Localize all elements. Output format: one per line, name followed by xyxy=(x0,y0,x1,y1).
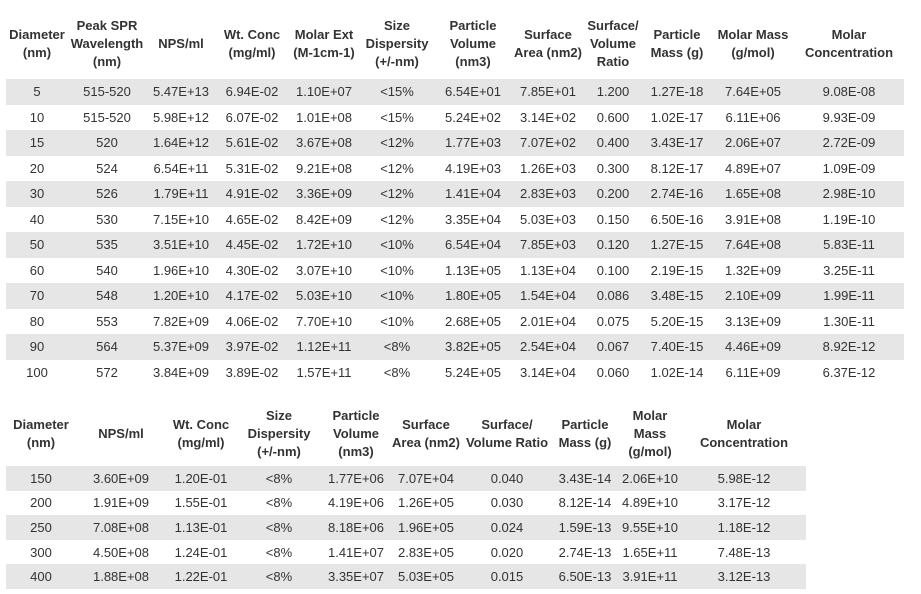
column-header xyxy=(390,401,462,466)
column-header-line: Molar Ext xyxy=(294,27,354,42)
table-cell: 1.02E-17 xyxy=(650,109,704,125)
table-cell: 1.10E+07 xyxy=(288,79,360,105)
table-cell: 3.25E-11 xyxy=(823,262,875,278)
column-header-line: Molar xyxy=(632,407,668,423)
table-row xyxy=(6,564,806,589)
table-cell: 1.18E-12 xyxy=(682,515,806,540)
column-header-line: (nm3) xyxy=(455,54,491,69)
table-cell: 526 xyxy=(68,181,146,207)
table-cell: <10% xyxy=(380,262,414,278)
table-cell: 530 xyxy=(96,211,118,227)
column-header-line: (mg/ml) xyxy=(177,434,225,450)
table-cell: 3.91E+08 xyxy=(724,211,782,227)
table-cell: 5.20E-15 xyxy=(650,313,704,329)
column-header-line: Volume xyxy=(333,425,379,441)
table-cell: 0.300 xyxy=(596,160,630,176)
column-header-line: Wt. Conc xyxy=(223,27,281,42)
column-header-line: Peak SPR xyxy=(76,18,138,33)
table-cell: 1.200 xyxy=(584,79,642,105)
table-cell: 0.400 xyxy=(584,130,642,156)
table-cell: 1.24E-01 xyxy=(174,544,228,560)
table-cell: 0.060 xyxy=(596,364,630,380)
table-cell: 1.77E+03 xyxy=(434,130,512,156)
table-cell: 1.55E-01 xyxy=(174,495,228,511)
table-cell: 1.72E+10 xyxy=(288,232,360,258)
table-row xyxy=(6,466,806,491)
table-cell: 9.21E+08 xyxy=(295,160,353,176)
table-cell: 4.89E+07 xyxy=(724,160,782,176)
table-cell: 3.48E-15 xyxy=(642,283,712,309)
table-cell: 515-520 xyxy=(83,109,131,125)
table-cell: <8% xyxy=(236,564,322,589)
table-cell: 7.70E+10 xyxy=(295,313,353,329)
table-cell: 0.020 xyxy=(490,544,524,560)
table-cell: 4.30E-02 xyxy=(225,262,279,278)
table-cell: <8% xyxy=(236,515,322,540)
table-cell: 250 xyxy=(6,515,76,540)
table-cell: 7.64E+08 xyxy=(712,232,794,258)
table-cell: 2.83E+03 xyxy=(512,181,584,207)
column-header-line: (g/mol) xyxy=(731,45,775,60)
table-cell: 7.48E-13 xyxy=(717,544,771,560)
table-cell: 30 xyxy=(6,181,68,207)
table-cell: 1.54E+04 xyxy=(512,283,584,309)
table-cell: 2.54E+04 xyxy=(512,334,584,360)
column-header-line: NPS/ml xyxy=(158,36,204,51)
column-header-line: Particle xyxy=(653,27,701,42)
column-header-line: Volume xyxy=(450,36,496,51)
table-cell: 3.84E+09 xyxy=(152,364,210,380)
table-cell: 1.41E+07 xyxy=(327,544,385,560)
table-cell: 2.72E-09 xyxy=(794,130,904,156)
table-cell: 6.54E+04 xyxy=(434,232,512,258)
table-row xyxy=(6,181,904,207)
table-cell: 6.11E+06 xyxy=(725,109,781,125)
table-cell: 5.47E+13 xyxy=(146,79,216,105)
table-cell: 6.54E+01 xyxy=(434,79,512,105)
table-cell: 7.08E+08 xyxy=(76,515,166,540)
column-header xyxy=(434,9,512,79)
table-cell: 3.60E+09 xyxy=(76,466,166,491)
table-cell: 1.96E+10 xyxy=(152,262,210,278)
table-cell: 1.32E+09 xyxy=(724,262,782,278)
column-header-line: (nm) xyxy=(26,434,56,450)
column-header-line: Particle xyxy=(449,18,497,33)
column-header xyxy=(166,401,236,466)
column-header-line: (M-1cm-1) xyxy=(293,45,355,60)
column-header-line: (mg/ml) xyxy=(228,45,276,60)
table-cell: 7.40E-15 xyxy=(642,334,712,360)
table-cell: 572 xyxy=(96,364,118,380)
column-header-line: Diameter xyxy=(13,416,69,432)
column-header-line: Area (nm2) xyxy=(392,434,460,450)
table-row xyxy=(6,309,904,335)
header-row xyxy=(6,401,806,466)
table-cell: <15% xyxy=(360,79,434,105)
table-cell: 1.88E+08 xyxy=(76,564,166,589)
column-header-line: Molar xyxy=(831,27,867,42)
table-cell: 3.51E+10 xyxy=(146,232,216,258)
column-header-line: Volume Ratio xyxy=(465,434,549,450)
table-cell: 2.10E+09 xyxy=(712,283,794,309)
table-cell: 6.37E-12 xyxy=(822,364,876,380)
table-cell: 7.85E+01 xyxy=(512,79,584,105)
table-cell: 8.12E-17 xyxy=(650,160,704,176)
table-cell: 3.67E+08 xyxy=(288,130,360,156)
table-cell: 553 xyxy=(96,313,118,329)
table-cell: 1.65E+08 xyxy=(712,181,794,207)
table-cell: 1.09E-09 xyxy=(822,160,876,176)
nanoparticle-properties-table-large xyxy=(6,401,806,589)
table-cell: 1.80E+05 xyxy=(434,283,512,309)
table-cell: 564 xyxy=(68,334,146,360)
column-header-line: Mass (g) xyxy=(650,45,704,60)
table-row xyxy=(6,156,904,182)
table-cell: 60 xyxy=(29,262,45,278)
column-header xyxy=(462,401,552,466)
column-header-line: Dispersity xyxy=(247,425,311,441)
column-header xyxy=(512,9,584,79)
table-cell: 4.89E+10 xyxy=(621,495,679,511)
table-cell: <8% xyxy=(383,364,411,380)
table-cell: 1.13E-01 xyxy=(166,515,236,540)
column-header-line: Molar Mass xyxy=(717,27,789,42)
table-cell: 150 xyxy=(6,466,76,491)
table-cell: 0.600 xyxy=(596,109,630,125)
table-cell: 1.27E-18 xyxy=(642,79,712,105)
table-cell: 520 xyxy=(68,130,146,156)
table-row xyxy=(6,232,904,258)
table-row xyxy=(6,491,806,516)
table-row xyxy=(6,130,904,156)
table-cell: 5.98E+12 xyxy=(152,109,210,125)
table-cell: <8% xyxy=(236,466,322,491)
table-cell: 1.41E+04 xyxy=(434,181,512,207)
table-cell: 2.98E-10 xyxy=(794,181,904,207)
table-cell: 1.26E+05 xyxy=(397,495,455,511)
column-header-line: Size xyxy=(383,18,410,33)
column-header xyxy=(236,401,322,466)
table-cell: 2.74E-16 xyxy=(642,181,712,207)
column-header xyxy=(618,401,682,466)
table-row xyxy=(6,360,904,386)
table-cell: 1.59E-13 xyxy=(552,515,618,540)
table-cell: 2.06E+07 xyxy=(712,130,794,156)
column-header xyxy=(584,9,642,79)
table-cell: 6.50E-13 xyxy=(552,564,618,589)
table-cell: 1.12E+11 xyxy=(288,334,360,360)
table-cell: 1.20E+10 xyxy=(146,283,216,309)
table-cell: 2.19E-15 xyxy=(650,262,704,278)
column-header-line: Dispersity xyxy=(365,36,429,51)
column-header-line: NPS/ml xyxy=(98,425,144,441)
table-cell: 1.79E+11 xyxy=(146,181,216,207)
table-cell: 1.77E+06 xyxy=(322,466,390,491)
table-cell: 1.30E-11 xyxy=(823,313,875,329)
table-cell: 5 xyxy=(6,79,68,105)
table-cell: 5.98E-12 xyxy=(682,466,806,491)
table-cell: 9.08E-08 xyxy=(794,79,904,105)
column-header xyxy=(6,401,76,466)
table-cell: <8% xyxy=(360,334,434,360)
column-header-line: Surface xyxy=(402,416,450,432)
column-header xyxy=(76,401,166,466)
table-cell: 515-520 xyxy=(68,79,146,105)
table-cell: 3.13E+09 xyxy=(724,313,782,329)
column-header xyxy=(712,9,794,79)
table-cell: 300 xyxy=(30,544,52,560)
table-cell: 6.94E-02 xyxy=(216,79,288,105)
table-cell: 5.24E+05 xyxy=(444,364,502,380)
table-cell: 0.067 xyxy=(584,334,642,360)
table-row xyxy=(6,258,904,284)
table-cell: 0.040 xyxy=(462,466,552,491)
table-cell: 3.89E-02 xyxy=(225,364,279,380)
table-cell: 524 xyxy=(96,160,118,176)
table-cell: 3.14E+04 xyxy=(519,364,577,380)
column-header-line: Surface xyxy=(524,27,572,42)
table-cell: 4.45E-02 xyxy=(216,232,288,258)
column-header-line: (nm) xyxy=(92,54,122,69)
column-header xyxy=(794,9,904,79)
table-cell: 5.31E-02 xyxy=(225,160,279,176)
table-cell: 200 xyxy=(30,495,52,511)
column-header xyxy=(360,9,434,79)
table-cell: <10% xyxy=(360,283,434,309)
table-cell: 5.03E+03 xyxy=(519,211,577,227)
table-cell: 9.93E-09 xyxy=(822,109,876,125)
column-header-line: Particle xyxy=(561,416,609,432)
table-row xyxy=(6,334,904,360)
table-cell: <12% xyxy=(360,181,434,207)
table-cell: 6.11E+09 xyxy=(725,364,781,380)
table-cell: 3.35E+07 xyxy=(322,564,390,589)
table-cell: 400 xyxy=(6,564,76,589)
table-cell: 5.03E+05 xyxy=(390,564,462,589)
table-cell: 8.42E+09 xyxy=(295,211,353,227)
table-cell: 1.26E+03 xyxy=(519,160,577,176)
table-cell: 3.12E-13 xyxy=(682,564,806,589)
table-cell: 3.97E-02 xyxy=(216,334,288,360)
table-cell: 7.07E+02 xyxy=(512,130,584,156)
table-cell: 7.07E+04 xyxy=(390,466,462,491)
column-header-line: Concentration xyxy=(804,45,894,60)
table-cell: 0.015 xyxy=(462,564,552,589)
table-cell: 3.35E+04 xyxy=(444,211,502,227)
table-cell: 0.075 xyxy=(596,313,630,329)
table-cell: 3.91E+11 xyxy=(618,564,682,589)
table-cell: 1.22E-01 xyxy=(166,564,236,589)
table-cell: <12% xyxy=(380,211,414,227)
table-cell: 50 xyxy=(6,232,68,258)
column-header xyxy=(216,9,288,79)
table-cell: 9.55E+10 xyxy=(618,515,682,540)
table-cell: 6.07E-02 xyxy=(225,109,279,125)
table-cell: 3.36E+09 xyxy=(288,181,360,207)
column-header-line: (+/-nm) xyxy=(375,54,419,69)
table-cell: 8.18E+06 xyxy=(322,515,390,540)
table-row xyxy=(6,79,904,105)
table-cell: 2.83E+05 xyxy=(397,544,455,560)
table-cell: 7.64E+05 xyxy=(712,79,794,105)
column-header-line: Volume xyxy=(590,36,636,51)
table-cell: 1.91E+09 xyxy=(92,495,150,511)
table-cell: 0.150 xyxy=(596,211,630,227)
table-cell: 4.19E+06 xyxy=(327,495,385,511)
header-row xyxy=(6,9,904,79)
column-header xyxy=(642,9,712,79)
table-cell: 6.54E+11 xyxy=(153,160,209,176)
table-cell: <12% xyxy=(360,130,434,156)
table-cell: 5.83E-11 xyxy=(794,232,904,258)
table-cell: <12% xyxy=(380,160,414,176)
column-header-line: (g/mol) xyxy=(628,443,672,459)
table-row xyxy=(6,515,806,540)
table-cell: 5.24E+02 xyxy=(444,109,502,125)
table-cell: 4.50E+08 xyxy=(92,544,150,560)
table-cell: 7.15E+10 xyxy=(152,211,210,227)
table-cell: 2.68E+05 xyxy=(444,313,502,329)
table-cell: 3.07E+10 xyxy=(295,262,353,278)
table-cell: 7.82E+09 xyxy=(152,313,210,329)
table-cell: 5.03E+10 xyxy=(288,283,360,309)
table-cell: 0.200 xyxy=(584,181,642,207)
table-cell: 1.01E+08 xyxy=(295,109,353,125)
table-cell: 2.06E+10 xyxy=(618,466,682,491)
table-cell: 1.57E+11 xyxy=(296,364,352,380)
table-cell: 4.91E-02 xyxy=(216,181,288,207)
table-row xyxy=(6,540,806,565)
table-cell: 0.086 xyxy=(584,283,642,309)
table-row xyxy=(6,283,904,309)
table-cell: 1.20E-01 xyxy=(166,466,236,491)
column-header-line: Concentration xyxy=(699,434,789,450)
column-header-line: (+/-nm) xyxy=(257,443,301,459)
table-cell: 3.43E-17 xyxy=(642,130,712,156)
table-cell: 540 xyxy=(96,262,118,278)
table-row xyxy=(6,207,904,233)
table-cell: 1.02E-14 xyxy=(650,364,704,380)
table-cell: 1.65E+11 xyxy=(622,544,678,560)
column-header-line: (nm) xyxy=(22,45,52,60)
table-cell: 1.19E-10 xyxy=(822,211,876,227)
column-header-line: Mass (g) xyxy=(558,434,612,450)
column-header xyxy=(146,9,216,79)
column-header-line: Particle xyxy=(332,407,380,423)
table-cell: 2.74E-13 xyxy=(558,544,612,560)
column-header-line: Size xyxy=(265,407,292,423)
table-cell: <10% xyxy=(360,232,434,258)
table-cell: 4.65E-02 xyxy=(225,211,279,227)
table-cell: 4.06E-02 xyxy=(225,313,279,329)
table-cell: 1.13E+04 xyxy=(519,262,577,278)
table-row xyxy=(6,105,904,131)
table-cell: 0.100 xyxy=(596,262,630,278)
table-cell: 8.12E-14 xyxy=(558,495,612,511)
table-cell: 5.37E+09 xyxy=(146,334,216,360)
column-header-line: (nm3) xyxy=(338,443,374,459)
table-cell: 70 xyxy=(6,283,68,309)
table-cell: 3.82E+05 xyxy=(434,334,512,360)
table-cell: 8.92E-12 xyxy=(794,334,904,360)
column-header-line: Ratio xyxy=(596,54,630,69)
table-cell: 100 xyxy=(26,364,48,380)
table-cell: 40 xyxy=(29,211,45,227)
table-cell: 3.14E+02 xyxy=(519,109,577,125)
table-cell: 4.17E-02 xyxy=(216,283,288,309)
table-cell: 548 xyxy=(68,283,146,309)
table-cell: 3.17E-12 xyxy=(717,495,771,511)
column-header xyxy=(552,401,618,466)
table-cell: 10 xyxy=(29,109,45,125)
table-cell: 0.120 xyxy=(584,232,642,258)
table-cell: <10% xyxy=(380,313,414,329)
table-cell: 535 xyxy=(68,232,146,258)
table-cell: 15 xyxy=(6,130,68,156)
column-header-line: Surface/ xyxy=(481,416,533,432)
table-cell: <8% xyxy=(265,544,293,560)
table-cell: 90 xyxy=(6,334,68,360)
column-header-line: Surface/ xyxy=(587,18,639,33)
table-cell: 1.99E-11 xyxy=(794,283,904,309)
table-cell: 5.61E-02 xyxy=(216,130,288,156)
column-header-line: Wavelength xyxy=(70,36,144,51)
nanoparticle-properties-table-small xyxy=(6,9,904,385)
table-cell: 4.19E+03 xyxy=(444,160,502,176)
column-header xyxy=(682,401,806,466)
table-cell: 3.43E-14 xyxy=(552,466,618,491)
column-header-line: Area (nm2) xyxy=(514,45,582,60)
column-header-line: Mass xyxy=(633,425,667,441)
table-cell: 0.024 xyxy=(462,515,552,540)
table-cell: 0.030 xyxy=(490,495,524,511)
table-cell: 1.96E+05 xyxy=(390,515,462,540)
column-header xyxy=(288,9,360,79)
table-cell: 1.13E+05 xyxy=(444,262,502,278)
table-cell: 4.46E+09 xyxy=(712,334,794,360)
table-cell: 1.27E-15 xyxy=(642,232,712,258)
table-cell: 80 xyxy=(29,313,45,329)
table-cell: 7.85E+03 xyxy=(512,232,584,258)
column-header-line: Molar xyxy=(726,416,762,432)
table-cell: 20 xyxy=(29,160,45,176)
column-header xyxy=(6,9,68,79)
table-cell: 6.50E-16 xyxy=(650,211,704,227)
column-header xyxy=(68,9,146,79)
table-cell: <15% xyxy=(380,109,414,125)
column-header xyxy=(322,401,390,466)
table-cell: 2.01E+04 xyxy=(519,313,577,329)
table-cell: 1.64E+12 xyxy=(146,130,216,156)
column-header-line: Diameter xyxy=(9,27,65,42)
table-cell: <8% xyxy=(265,495,293,511)
column-header-line: Wt. Conc xyxy=(172,416,230,432)
